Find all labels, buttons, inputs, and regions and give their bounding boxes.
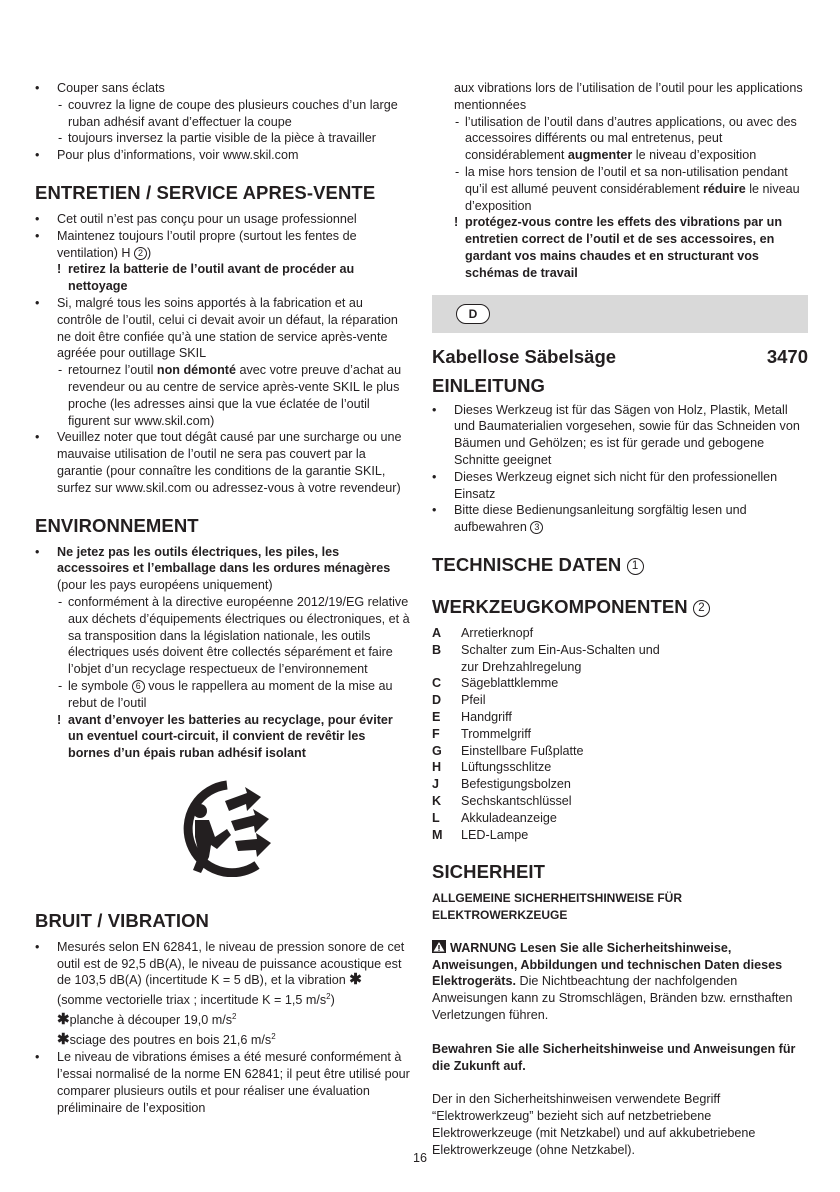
component-row: [432, 642, 808, 676]
entretien-list: [35, 211, 410, 497]
component-text: Einstellbare Fußplatte: [461, 743, 584, 758]
vibration-notes: [432, 114, 808, 282]
model-number: 3470: [766, 345, 808, 367]
bullet-text: Couper sans éclats: [57, 81, 165, 95]
component-text: Pfeil: [461, 693, 486, 708]
section-heading-environnement: ENVIRONNEMENT: [35, 514, 199, 536]
component-key: M: [432, 827, 443, 842]
list-item: • Cet outil n’est pas conçu pour un usage professionnel: [35, 211, 410, 228]
component-key: G: [432, 743, 442, 758]
component-key: B: [432, 642, 442, 657]
warning-bold-text: WARNUNG Lesen Sie alle Sicherheitshinweise, Anweisungen, Abbildungen und technischen Daten dieses Elektrogeräts.: [432, 940, 783, 989]
dash-item: [454, 114, 808, 164]
component-key: E: [432, 709, 441, 724]
component-text: Akkuladeanzeige: [461, 810, 557, 825]
component-text: Sechskantschlüssel: [461, 793, 572, 808]
bullet-text: ): [330, 993, 335, 1008]
component-key: D: [432, 693, 442, 708]
component-text: LED-Lampe: [461, 827, 529, 842]
superscript: 2: [271, 1032, 276, 1042]
component-row: [432, 709, 808, 726]
dash-bold-text: non démonté: [156, 363, 236, 378]
recycling-symbol-area: [35, 777, 410, 885]
safety-subheading: ALLGEMEINE SICHERHEITSHINWEISE FÜR ELEKTROWERKZEUGE: [432, 891, 683, 923]
superscript: 2: [232, 1012, 237, 1022]
component-key: C: [432, 676, 442, 691]
dash-list: [454, 114, 808, 215]
section-heading-werkzeugkomponenten: [432, 596, 808, 618]
dash-item: - couvrez la ligne de coupe des plusieurs couches d’un large ruban adhésif avant d’effectuer la coupe: [57, 97, 410, 131]
vibration-text: sciage des poutres en bois 21,6 m/s: [69, 1033, 272, 1048]
product-title-row: [432, 346, 808, 368]
warning-note: ! protégez-vous contre les effets des vibrations par un entretien correct de l’outil et de ses accessoires, en gardant vos mains chaudes et en structurant vos schémas de travail: [454, 214, 808, 281]
dash-bold-text: réduire: [703, 181, 746, 196]
triman-recycling-icon: [165, 777, 277, 877]
warning-note: ! retirez la batterie de l’outil avant de procéder au nettoyage: [57, 261, 410, 295]
list-item: • Le niveau de vibrations émises a été mesuré conformément à l’essai normalisé de la norme EN 62841; il peut être utilisé pour comparer plusieurs outils et pour réaliser une évaluation préliminaire de l’exposition: [35, 1049, 410, 1116]
list-item: [35, 544, 410, 762]
bullet-text: (pour les pays européens uniquement): [57, 578, 273, 593]
definition-paragraph: Der in den Sicherheitshinweisen verwendete Begriff “Elektrowerkzeug” bezieht sich auf netzbetriebene Elektrowerkzeuge (mit Netzkabel) und auf akkubetriebene Elektrowerkzeuge (ohne Netzkabel).: [432, 1092, 756, 1157]
dash-item: [454, 164, 808, 214]
bullet-text: (somme vectorielle triax ; incertitude K = 1,5 m/s: [57, 993, 327, 1008]
dash-list: [57, 594, 410, 712]
list-item: • Veuillez noter que tout dégât causé par une surcharge ou une mauvaise utilisation de l’outil ne sera pas couvert par la garantie (pour connaître les conditions de la garantie SKIL, surfez sur www.skil.com ou adressez-vous à votre revendeur): [35, 429, 410, 496]
component-key: A: [432, 625, 442, 640]
component-row: [432, 776, 808, 793]
product-title: Kabellose Säbelsäge: [432, 345, 617, 367]
component-key: K: [432, 793, 442, 808]
component-text: Schalter zum Ein-Aus-Schalten und zur Drehzahlregelung: [461, 642, 660, 674]
component-row: [432, 743, 808, 760]
dash-bold-text: augmenter: [567, 148, 633, 163]
superscript: 2: [326, 992, 331, 1002]
dash-item: [57, 362, 410, 429]
warning-text: Die Nichtbeachtung der nachfolgenden Anweisungen kann zu Stromschlägen, Bränden bzw. ernsthaften Verletzungen führen.: [432, 974, 793, 1023]
asterisk-symbol: ✱: [349, 971, 362, 989]
component-key: H: [432, 760, 442, 775]
asterisk-symbol: ✱: [57, 1011, 70, 1029]
dash-text: avec votre preuve d’achat au revendeur ou au centre de service après-vente SKIL le plus proche (les adresses ainsi que la vue éclatée de l’outil figurent sur www.skil.com): [68, 363, 402, 428]
heading-text: WERKZEUGKOMPONENTEN: [432, 595, 688, 617]
environment-list: [35, 544, 410, 762]
list-item: • Dieses Werkzeug eignet sich nicht für den professionellen Einsatz: [432, 469, 808, 503]
component-text: Befestigungsbolzen: [461, 777, 571, 792]
component-row: [432, 810, 808, 827]
dash-list: [57, 97, 410, 147]
vibration-line: [57, 1029, 410, 1049]
section-heading-bruit: BRUIT / VIBRATION: [35, 909, 210, 931]
list-item: • Dieses Werkzeug ist für das Sägen von Holz, Plastik, Metall und Baumaterialien vorgesehen, sowie für das Schneiden von Bäumen und Gehölzen; es ist für gerade und gebogene Schnitte geeignet: [432, 402, 808, 469]
dash-text: l’utilisation de l’outil dans d’autres applications, ou avec des accessoires différents ou mal entretenus, peut considérablement: [465, 114, 797, 163]
noise-list: [35, 939, 410, 1117]
warning-note: ! avant d’envoyer les batteries au recyclage, pour éviter un eventuel court-circuit, il convient de revêtir les bornes d’un épais ruban adhésif isolant: [57, 712, 410, 762]
dash-text: vous le rappellera au moment de la mise au rebut de l’outil: [68, 678, 393, 710]
list-item: [35, 295, 410, 429]
component-row: [432, 759, 808, 776]
bullet-text: Maintenez toujours l’outil propre (surtout les fentes de ventilation) H: [57, 228, 357, 260]
bullet-text: Bitte diese Bedienungsanleitung sorgfältig lesen und aufbewahren: [454, 503, 747, 535]
keep-instructions: Bewahren Sie alle Sicherheitshinweise und Anweisungen für die Zukunft auf.: [432, 1041, 796, 1073]
bullet-text: Mesurés selon EN 62841, le niveau de pression sonore de cet outil est de 92,5 dB(A), le niveau de puissance acoustique est de 103,5 dB(A) (incertitude K = 5 dB), et la vibration: [57, 939, 405, 988]
component-row: [432, 625, 808, 642]
component-key: J: [432, 777, 440, 792]
right-column: [432, 80, 808, 1159]
dash-item: - toujours inversez la partie visible de la pièce à travailler: [57, 130, 410, 147]
warning-paragraph: [432, 940, 808, 1024]
component-text: Lüftungsschlitze: [461, 760, 552, 775]
dash-item: [57, 678, 410, 712]
dash-text: le niveau d’exposition: [465, 181, 800, 213]
list-item: [432, 502, 808, 536]
vibration-line: [57, 1009, 410, 1029]
language-bar: [432, 295, 808, 333]
dash-text: le symbole: [68, 678, 132, 693]
einleitung-list: [432, 402, 808, 536]
list-item: • Maintenez toujours l’outil propre (surtout les fentes de ventilation) H 2 ) ! retirez la batterie de l’outil avant de procéder au nettoyage: [35, 228, 410, 295]
component-row: [432, 726, 808, 743]
component-row: [432, 692, 808, 709]
list-item: [35, 939, 410, 1049]
dash-text: le niveau d’exposition: [632, 148, 757, 163]
page-number: 16: [412, 1151, 427, 1165]
dash-list: [57, 362, 410, 429]
figure-ref-circle: 3: [530, 521, 543, 534]
section-heading-sicherheit: SICHERHEIT: [432, 861, 546, 883]
cutting-list: [35, 80, 410, 164]
dash-text: la mise hors tension de l’outil et sa non-utilisation pendant qu’il est allumé peuvent considérablement: [465, 164, 788, 196]
figure-ref-circle: 1: [627, 558, 644, 575]
dash-item: - conformément à la directive européenne 2012/19/EG relative aux déchets d’équipements électriques ou électroniques, et à sa transposition dans la législation nationale, les outils électriques usés doivent être collectés séparément et faire l’objet d’un recyclage respectueux de l’environnement: [57, 594, 410, 678]
heading-text: TECHNISCHE DATEN: [432, 553, 622, 575]
bullet-bold-text: Ne jetez pas les outils électriques, les piles, les accessoires et l’emballage dans les ordures ménagères: [57, 544, 391, 576]
bullet-text: Si, malgré tous les soins apportés à la fabrication et au contrôle de l’outil, celui ci devait avoir un défaut, la réparation ne doit être confiée qu’à une station de service après-vente agréée pour outillage SKIL: [57, 295, 398, 361]
component-text: Handgriff: [461, 709, 512, 724]
figure-ref-circle: 6: [132, 680, 145, 693]
component-text: Trommelgriff: [461, 726, 531, 741]
section-heading-technische-daten: [432, 554, 808, 576]
left-column: [35, 80, 410, 1116]
component-list: [432, 625, 808, 843]
component-key: L: [432, 810, 440, 825]
warning-triangle-icon: [432, 940, 446, 953]
continued-text: aux vibrations lors de l’utilisation de l’outil pour les applications mentionnées: [454, 81, 803, 112]
component-text: Sägeblattklemme: [461, 676, 559, 691]
dash-text: retournez l’outil: [68, 363, 157, 378]
section-heading-einleitung: EINLEITUNG: [432, 374, 546, 396]
list-item: [35, 80, 410, 147]
component-row: [432, 827, 808, 844]
component-row: [432, 793, 808, 810]
component-key: F: [432, 726, 440, 741]
figure-ref-circle: 2: [693, 600, 710, 617]
list-item: • Pour plus d’informations, voir www.skil.com: [35, 147, 410, 164]
component-row: [432, 675, 808, 692]
section-heading-entretien: ENTRETIEN / SERVICE APRES-VENTE: [35, 181, 376, 203]
component-text: Arretierknopf: [461, 625, 534, 640]
figure-ref-circle: 2: [134, 247, 147, 260]
language-badge: D: [456, 304, 490, 324]
asterisk-symbol: ✱: [57, 1031, 70, 1049]
vibration-text: planche à découper 19,0 m/s: [69, 1013, 233, 1028]
